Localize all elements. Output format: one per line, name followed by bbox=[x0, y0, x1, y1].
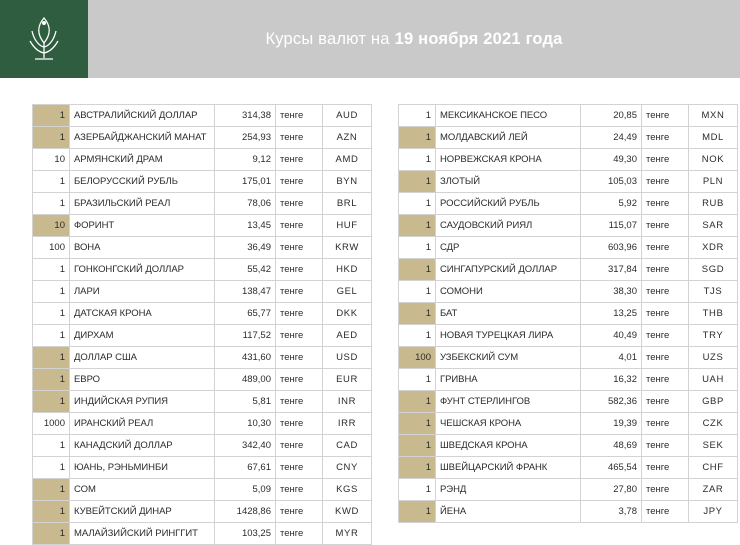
table-row bbox=[33, 435, 372, 457]
currency-quantity: 1 bbox=[399, 193, 436, 215]
currency-name: ФОРИНТ bbox=[70, 215, 215, 237]
currency-unit: тенге bbox=[642, 215, 689, 237]
currency-unit: тенге bbox=[276, 149, 323, 171]
table-row bbox=[399, 193, 738, 215]
currency-code: MYR bbox=[323, 523, 372, 545]
currency-name: ЧЕШСКАЯ КРОНА bbox=[436, 413, 581, 435]
currency-name: ЛАРИ bbox=[70, 281, 215, 303]
currency-name: ФУНТ СТЕРЛИНГОВ bbox=[436, 391, 581, 413]
currency-name: СИНГАПУРСКИЙ ДОЛЛАР bbox=[436, 259, 581, 281]
currency-quantity: 1 bbox=[33, 435, 70, 457]
currency-rate: 5,81 bbox=[215, 391, 276, 413]
currency-name: РОССИЙСКИЙ РУБЛЬ bbox=[436, 193, 581, 215]
table-row bbox=[399, 171, 738, 193]
currency-unit: тенге bbox=[276, 369, 323, 391]
currency-quantity: 1000 bbox=[33, 413, 70, 435]
currency-rate: 65,77 bbox=[215, 303, 276, 325]
currency-unit: тенге bbox=[276, 391, 323, 413]
currency-quantity: 1 bbox=[399, 303, 436, 325]
currency-code: TJS bbox=[689, 281, 738, 303]
currency-quantity: 1 bbox=[399, 105, 436, 127]
currency-quantity: 1 bbox=[399, 413, 436, 435]
currency-name: АРМЯНСКИЙ ДРАМ bbox=[70, 149, 215, 171]
table-row bbox=[399, 281, 738, 303]
currency-quantity: 1 bbox=[399, 237, 436, 259]
currency-code: MXN bbox=[689, 105, 738, 127]
currency-quantity: 1 bbox=[399, 215, 436, 237]
currency-name: МАЛАЙЗИЙСКИЙ РИНГГИТ bbox=[70, 523, 215, 545]
currency-quantity: 1 bbox=[33, 501, 70, 523]
table-row bbox=[33, 149, 372, 171]
currency-unit: тенге bbox=[642, 281, 689, 303]
currency-quantity: 1 bbox=[399, 457, 436, 479]
table-row bbox=[399, 369, 738, 391]
currency-code: JPY bbox=[689, 501, 738, 523]
currency-rate: 13,25 bbox=[581, 303, 642, 325]
currency-code: RUB bbox=[689, 193, 738, 215]
currency-unit: тенге bbox=[276, 457, 323, 479]
currency-code: INR bbox=[323, 391, 372, 413]
currency-quantity: 1 bbox=[399, 435, 436, 457]
currency-name: МЕКСИКАНСКОЕ ПЕСО bbox=[436, 105, 581, 127]
table-row bbox=[399, 457, 738, 479]
currency-rate: 342,40 bbox=[215, 435, 276, 457]
currency-unit: тенге bbox=[276, 281, 323, 303]
currency-unit: тенге bbox=[276, 325, 323, 347]
currency-rate: 38,30 bbox=[581, 281, 642, 303]
currency-quantity: 1 bbox=[399, 127, 436, 149]
table-row bbox=[33, 171, 372, 193]
table-row bbox=[33, 413, 372, 435]
currency-rate: 465,54 bbox=[581, 457, 642, 479]
currency-rate: 9,12 bbox=[215, 149, 276, 171]
table-row bbox=[33, 479, 372, 501]
currency-rate: 27,80 bbox=[581, 479, 642, 501]
table-row bbox=[33, 127, 372, 149]
currency-code: AED bbox=[323, 325, 372, 347]
rates-table-left bbox=[32, 104, 359, 545]
currency-code: SEK bbox=[689, 435, 738, 457]
currency-name: ЮАНЬ, РЭНЬМИНБИ bbox=[70, 457, 215, 479]
currency-unit: тенге bbox=[276, 105, 323, 127]
currency-code: AMD bbox=[323, 149, 372, 171]
currency-quantity: 1 bbox=[33, 127, 70, 149]
table-row bbox=[33, 347, 372, 369]
currency-unit: тенге bbox=[276, 127, 323, 149]
currency-rate: 40,49 bbox=[581, 325, 642, 347]
currency-unit: тенге bbox=[642, 413, 689, 435]
currency-quantity: 1 bbox=[399, 369, 436, 391]
currency-name: ГРИВНА bbox=[436, 369, 581, 391]
currency-rate: 78,06 bbox=[215, 193, 276, 215]
currency-rate: 5,92 bbox=[581, 193, 642, 215]
table-row bbox=[399, 347, 738, 369]
currency-name: УЗБЕКСКИЙ СУМ bbox=[436, 347, 581, 369]
currency-code: PLN bbox=[689, 171, 738, 193]
currency-name: СДР bbox=[436, 237, 581, 259]
currency-code: HUF bbox=[323, 215, 372, 237]
currency-code: UZS bbox=[689, 347, 738, 369]
currency-name: АВСТРАЛИЙСКИЙ ДОЛЛАР bbox=[70, 105, 215, 127]
currency-code: SAR bbox=[689, 215, 738, 237]
currency-code: BRL bbox=[323, 193, 372, 215]
currency-unit: тенге bbox=[642, 347, 689, 369]
currency-rate: 5,09 bbox=[215, 479, 276, 501]
table-row bbox=[399, 391, 738, 413]
table-row bbox=[33, 237, 372, 259]
currency-name: БАТ bbox=[436, 303, 581, 325]
table-row bbox=[399, 479, 738, 501]
currency-quantity: 1 bbox=[33, 325, 70, 347]
currency-name: ВОНА bbox=[70, 237, 215, 259]
currency-quantity: 10 bbox=[33, 215, 70, 237]
currency-rate: 314,38 bbox=[215, 105, 276, 127]
currency-rate: 103,25 bbox=[215, 523, 276, 545]
currency-rate: 175,01 bbox=[215, 171, 276, 193]
page-title-date: 19 ноября 2021 года bbox=[394, 29, 563, 48]
logo-block bbox=[0, 0, 88, 78]
currency-quantity: 1 bbox=[399, 501, 436, 523]
currency-unit: тенге bbox=[276, 237, 323, 259]
rates-table-right bbox=[398, 104, 725, 523]
currency-quantity: 1 bbox=[399, 171, 436, 193]
currency-rate: 19,39 bbox=[581, 413, 642, 435]
currency-unit: тенге bbox=[642, 259, 689, 281]
currency-code: AZN bbox=[323, 127, 372, 149]
currency-code: SGD bbox=[689, 259, 738, 281]
currency-rate: 1428,86 bbox=[215, 501, 276, 523]
table-row bbox=[33, 105, 372, 127]
currency-name: ИНДИЙСКАЯ РУПИЯ bbox=[70, 391, 215, 413]
currency-code: MDL bbox=[689, 127, 738, 149]
currency-code: XDR bbox=[689, 237, 738, 259]
currency-unit: тенге bbox=[642, 149, 689, 171]
currency-unit: тенге bbox=[642, 391, 689, 413]
currency-name: ЕВРО bbox=[70, 369, 215, 391]
currency-unit: тенге bbox=[642, 479, 689, 501]
currency-code: CHF bbox=[689, 457, 738, 479]
currency-name: ЗЛОТЫЙ bbox=[436, 171, 581, 193]
currency-rate: 24,49 bbox=[581, 127, 642, 149]
currency-name: РЭНД bbox=[436, 479, 581, 501]
table-row bbox=[399, 237, 738, 259]
currency-unit: тенге bbox=[276, 303, 323, 325]
currency-code: AUD bbox=[323, 105, 372, 127]
currency-quantity: 1 bbox=[33, 479, 70, 501]
currency-unit: тенге bbox=[642, 325, 689, 347]
table-row bbox=[399, 435, 738, 457]
currency-rate: 4,01 bbox=[581, 347, 642, 369]
currency-unit: тенге bbox=[276, 347, 323, 369]
currency-unit: тенге bbox=[642, 127, 689, 149]
currency-unit: тенге bbox=[642, 501, 689, 523]
table-row bbox=[33, 281, 372, 303]
table-row bbox=[399, 501, 738, 523]
table-row bbox=[399, 149, 738, 171]
currency-unit: тенге bbox=[276, 215, 323, 237]
currency-name: САУДОВСКИЙ РИЯЛ bbox=[436, 215, 581, 237]
table-row bbox=[33, 457, 372, 479]
currency-unit: тенге bbox=[276, 479, 323, 501]
currency-unit: тенге bbox=[276, 501, 323, 523]
table-row bbox=[33, 193, 372, 215]
currency-quantity: 1 bbox=[33, 391, 70, 413]
currency-unit: тенге bbox=[276, 413, 323, 435]
table-row bbox=[33, 501, 372, 523]
currency-unit: тенге bbox=[642, 369, 689, 391]
currency-name: ДАТСКАЯ КРОНА bbox=[70, 303, 215, 325]
table-row bbox=[33, 523, 372, 545]
currency-rate: 10,30 bbox=[215, 413, 276, 435]
currency-rate: 317,84 bbox=[581, 259, 642, 281]
currency-rate: 582,36 bbox=[581, 391, 642, 413]
currency-quantity: 1 bbox=[399, 479, 436, 501]
currency-code: TRY bbox=[689, 325, 738, 347]
table-row bbox=[399, 325, 738, 347]
currency-code: EUR bbox=[323, 369, 372, 391]
currency-table-left bbox=[32, 104, 372, 545]
currency-rate: 55,42 bbox=[215, 259, 276, 281]
currency-code: DKK bbox=[323, 303, 372, 325]
currency-name: НОРВЕЖСКАЯ КРОНА bbox=[436, 149, 581, 171]
currency-quantity: 1 bbox=[33, 523, 70, 545]
currency-name: ШВЕЙЦАРСКИЙ ФРАНК bbox=[436, 457, 581, 479]
currency-code: CAD bbox=[323, 435, 372, 457]
currency-quantity: 1 bbox=[399, 325, 436, 347]
currency-quantity: 1 bbox=[33, 259, 70, 281]
currency-quantity: 1 bbox=[33, 105, 70, 127]
table-row bbox=[399, 413, 738, 435]
currency-code: HKD bbox=[323, 259, 372, 281]
currency-quantity: 1 bbox=[33, 303, 70, 325]
currency-code: CZK bbox=[689, 413, 738, 435]
table-row bbox=[399, 127, 738, 149]
table-row bbox=[33, 391, 372, 413]
currency-quantity: 100 bbox=[399, 347, 436, 369]
currency-name: ЙЕНА bbox=[436, 501, 581, 523]
currency-name: КУВЕЙТСКИЙ ДИНАР bbox=[70, 501, 215, 523]
currency-unit: тенге bbox=[642, 457, 689, 479]
currency-table-right bbox=[398, 104, 738, 523]
currency-unit: тенге bbox=[642, 193, 689, 215]
currency-unit: тенге bbox=[276, 193, 323, 215]
currency-name: ГОНКОНГСКИЙ ДОЛЛАР bbox=[70, 259, 215, 281]
currency-rate: 138,47 bbox=[215, 281, 276, 303]
page-title-text: Курсы валют на bbox=[265, 29, 390, 48]
currency-name: МОЛДАВСКИЙ ЛЕЙ bbox=[436, 127, 581, 149]
currency-quantity: 1 bbox=[399, 149, 436, 171]
page-header bbox=[0, 0, 740, 78]
currency-name: ДИРХАМ bbox=[70, 325, 215, 347]
currency-rate: 49,30 bbox=[581, 149, 642, 171]
rates-content bbox=[0, 78, 740, 539]
emblem-icon bbox=[22, 13, 66, 65]
currency-rate: 117,52 bbox=[215, 325, 276, 347]
currency-rate: 431,60 bbox=[215, 347, 276, 369]
currency-name: СОМ bbox=[70, 479, 215, 501]
currency-rate: 36,49 bbox=[215, 237, 276, 259]
currency-rate: 67,61 bbox=[215, 457, 276, 479]
currency-quantity: 100 bbox=[33, 237, 70, 259]
currency-unit: тенге bbox=[276, 171, 323, 193]
currency-code: KWD bbox=[323, 501, 372, 523]
currency-code: GBP bbox=[689, 391, 738, 413]
currency-unit: тенге bbox=[642, 171, 689, 193]
currency-unit: тенге bbox=[276, 259, 323, 281]
currency-quantity: 1 bbox=[399, 391, 436, 413]
currency-unit: тенге bbox=[642, 105, 689, 127]
currency-name: ДОЛЛАР США bbox=[70, 347, 215, 369]
currency-quantity: 1 bbox=[33, 171, 70, 193]
table-row bbox=[33, 303, 372, 325]
currency-name: СОМОНИ bbox=[436, 281, 581, 303]
currency-name: НОВАЯ ТУРЕЦКАЯ ЛИРА bbox=[436, 325, 581, 347]
currency-quantity: 1 bbox=[33, 369, 70, 391]
table-row bbox=[33, 369, 372, 391]
currency-name: КАНАДСКИЙ ДОЛЛАР bbox=[70, 435, 215, 457]
currency-name: БРАЗИЛЬСКИЙ РЕАЛ bbox=[70, 193, 215, 215]
currency-quantity: 1 bbox=[33, 347, 70, 369]
page-title bbox=[88, 0, 740, 78]
currency-quantity: 1 bbox=[399, 281, 436, 303]
currency-rate: 603,96 bbox=[581, 237, 642, 259]
currency-rate: 13,45 bbox=[215, 215, 276, 237]
currency-unit: тенге bbox=[642, 303, 689, 325]
currency-code: KGS bbox=[323, 479, 372, 501]
table-row bbox=[33, 259, 372, 281]
table-row bbox=[33, 325, 372, 347]
currency-quantity: 1 bbox=[33, 193, 70, 215]
currency-unit: тенге bbox=[276, 523, 323, 545]
currency-code: THB bbox=[689, 303, 738, 325]
currency-rate: 3,78 bbox=[581, 501, 642, 523]
currency-name: ШВЕДСКАЯ КРОНА bbox=[436, 435, 581, 457]
currency-rate: 115,07 bbox=[581, 215, 642, 237]
table-row bbox=[399, 303, 738, 325]
table-row bbox=[399, 215, 738, 237]
currency-name: ИРАНСКИЙ РЕАЛ bbox=[70, 413, 215, 435]
table-row bbox=[33, 215, 372, 237]
currency-quantity: 1 bbox=[399, 259, 436, 281]
table-row bbox=[399, 105, 738, 127]
currency-code: CNY bbox=[323, 457, 372, 479]
currency-rate: 254,93 bbox=[215, 127, 276, 149]
currency-code: GEL bbox=[323, 281, 372, 303]
currency-quantity: 1 bbox=[33, 457, 70, 479]
currency-unit: тенге bbox=[642, 237, 689, 259]
currency-unit: тенге bbox=[642, 435, 689, 457]
currency-code: NOK bbox=[689, 149, 738, 171]
currency-quantity: 10 bbox=[33, 149, 70, 171]
table-row bbox=[399, 259, 738, 281]
currency-code: KRW bbox=[323, 237, 372, 259]
currency-name: АЗЕРБАЙДЖАНСКИЙ МАНАТ bbox=[70, 127, 215, 149]
currency-quantity: 1 bbox=[33, 281, 70, 303]
currency-code: UAH bbox=[689, 369, 738, 391]
currency-code: ZAR bbox=[689, 479, 738, 501]
currency-rate: 48,69 bbox=[581, 435, 642, 457]
currency-rate: 20,85 bbox=[581, 105, 642, 127]
currency-code: IRR bbox=[323, 413, 372, 435]
currency-rate: 489,00 bbox=[215, 369, 276, 391]
currency-code: BYN bbox=[323, 171, 372, 193]
currency-unit: тенге bbox=[276, 435, 323, 457]
currency-rate: 105,03 bbox=[581, 171, 642, 193]
currency-name: БЕЛОРУССКИЙ РУБЛЬ bbox=[70, 171, 215, 193]
currency-code: USD bbox=[323, 347, 372, 369]
currency-rate: 16,32 bbox=[581, 369, 642, 391]
